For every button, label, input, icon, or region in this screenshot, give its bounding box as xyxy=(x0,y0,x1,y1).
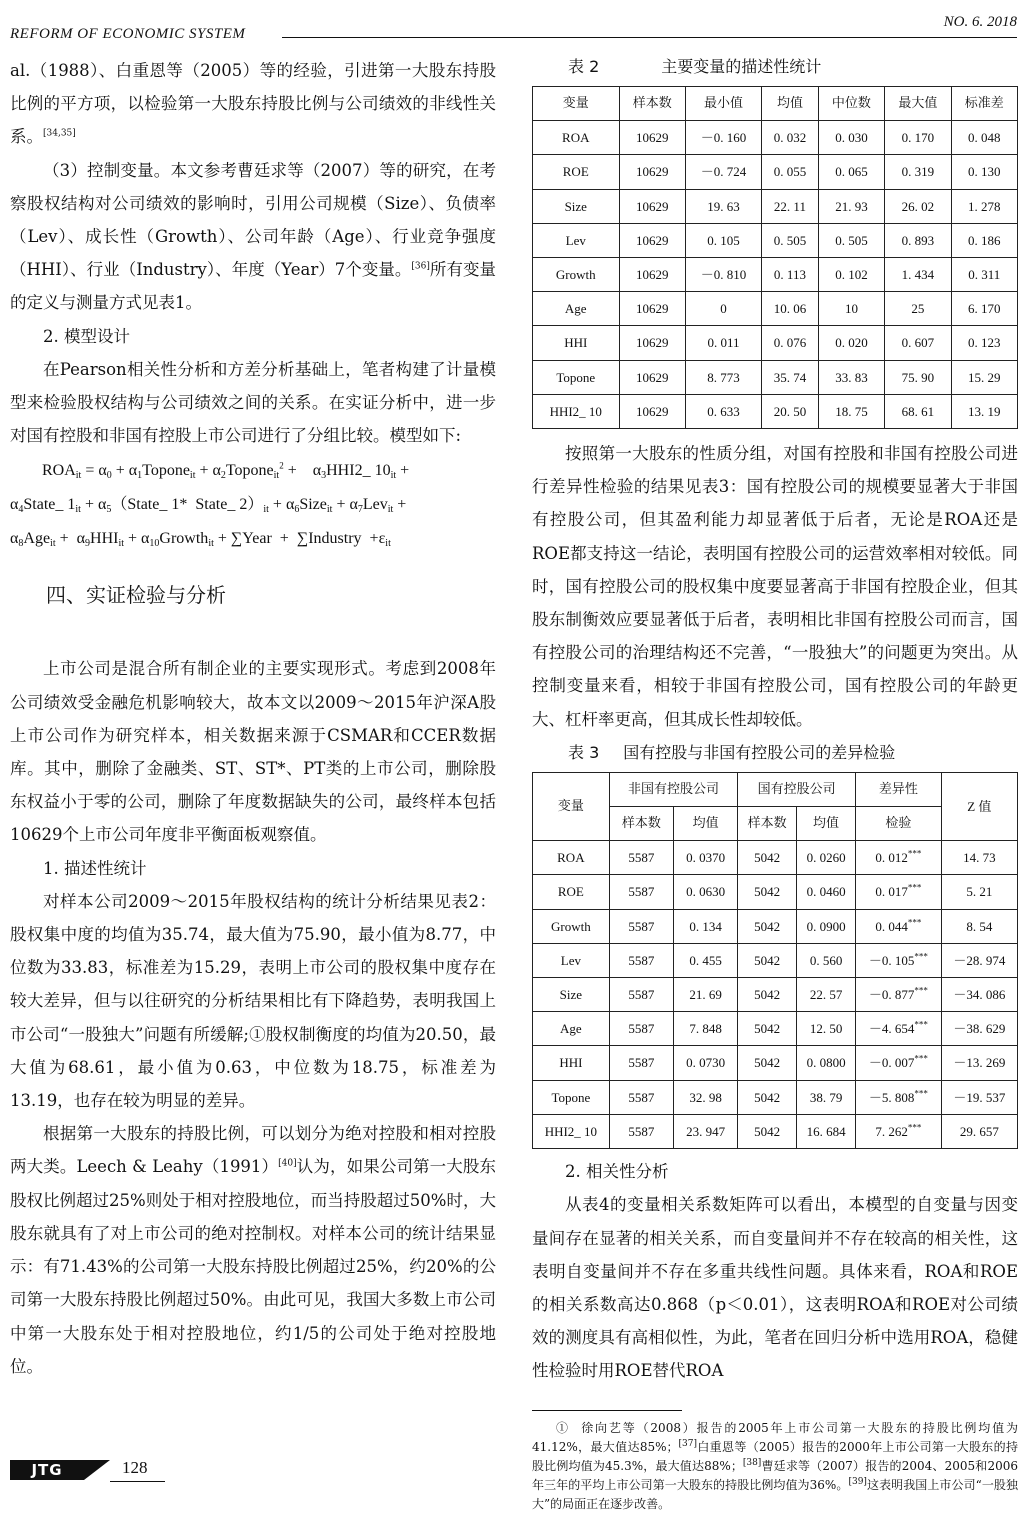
column-header: 标准差 xyxy=(951,87,1017,121)
significance-mark: *** xyxy=(907,1122,922,1133)
paragraph: 对样本公司2009～2015年股权结构的统计分析结果见表2：股权集中度的均值为35.74，最大值为75.90，最小值为8.77，中位数为33.83，标准差为15.29，表明上市公司的股权集中度存在较大差异，但与以往研究的分析结果相比有下降趋势，表明我国上市公司“一股独大”问题有所缓解;①股权制衡度的均值为20.50，最大值为68.61，最小值为0.63，中位数为18.75，标准差为13.19，也存在较为明显的差异。 xyxy=(10,891,496,1111)
table-cell: 0. 065 xyxy=(818,155,884,189)
table-2-descriptive-stats xyxy=(532,86,1018,429)
table-cell: 0. 044*** xyxy=(856,909,942,943)
table-row xyxy=(533,292,1018,326)
table-cell: －0. 877*** xyxy=(856,978,942,1012)
table-cell: 35. 74 xyxy=(762,360,819,394)
row-label: HHI2_ 10 xyxy=(533,1114,610,1148)
significance-mark: *** xyxy=(907,883,922,894)
table-cell: 5587 xyxy=(609,978,673,1012)
column-header: 检验 xyxy=(856,807,942,841)
table-cell: 0. 130 xyxy=(951,155,1017,189)
table-row xyxy=(533,909,1018,943)
paragraph: 从表4的变量相关系数矩阵可以看出，本模型的自变量与因变量间存在显著的相关关系，而自变量间并不存在较高的相关性，这表明自变量间并不存在多重共线性问题。具体来看，ROA和ROE的相关系数高达0.868（p＜0.01），这表明ROA和ROE对公司绩效的测度具有高相似性，为此，笔者在回归分析中选用ROA，稳健性检验时用ROE替代ROA xyxy=(532,1195,1018,1381)
table-cell: 12. 50 xyxy=(797,1012,856,1046)
table-cell: 10. 06 xyxy=(762,292,819,326)
table-cell: 26. 02 xyxy=(885,189,951,223)
table-cell: 0. 633 xyxy=(685,394,761,428)
significance-mark: *** xyxy=(914,1054,928,1065)
column-header: 国有控股公司 xyxy=(738,772,856,806)
column-header: 差异性 xyxy=(856,772,942,806)
table3-body xyxy=(533,841,1018,1149)
row-label: Lev xyxy=(533,943,610,977)
table-cell: 0. 186 xyxy=(951,223,1017,257)
table-cell: 0. 0630 xyxy=(674,875,738,909)
table-cell: －0. 160 xyxy=(685,121,761,155)
table-cell: 23. 947 xyxy=(674,1114,738,1148)
table-cell: －0. 724 xyxy=(685,155,761,189)
table-cell: 0. 0800 xyxy=(797,1046,856,1080)
table-cell: 0. 0460 xyxy=(797,875,856,909)
column-header: 样本数 xyxy=(619,87,685,121)
table-cell: －34. 086 xyxy=(941,978,1017,1012)
table-row xyxy=(533,189,1018,223)
table-cell: －0. 105*** xyxy=(856,943,942,977)
table-cell: 5042 xyxy=(738,1012,797,1046)
table-row xyxy=(533,121,1018,155)
table-cell: 5587 xyxy=(609,841,673,875)
table-cell: 0. 0260 xyxy=(797,841,856,875)
table-cell: 32. 98 xyxy=(674,1080,738,1114)
page-number: 128 xyxy=(122,1458,148,1477)
row-label: ROA xyxy=(533,121,620,155)
table-row xyxy=(533,943,1018,977)
column-header: 样本数 xyxy=(609,807,673,841)
table-cell: 21. 69 xyxy=(674,978,738,1012)
table-cell: 0. 607 xyxy=(885,326,951,360)
table-cell: 13. 19 xyxy=(951,394,1017,428)
table-cell: 0. 311 xyxy=(951,258,1017,292)
table2-body xyxy=(533,121,1018,429)
table-cell: 10629 xyxy=(619,292,685,326)
table-cell: 5587 xyxy=(609,1012,673,1046)
table-cell: 5042 xyxy=(738,1080,797,1114)
journal-title: REFORM OF ECONOMIC SYSTEM xyxy=(10,26,246,42)
column-header: 变量 xyxy=(533,87,620,121)
table-cell: －0. 007*** xyxy=(856,1046,942,1080)
table-cell: 5042 xyxy=(738,1046,797,1080)
footer-rule xyxy=(110,1481,165,1482)
page-footer xyxy=(10,1458,150,1482)
table-cell: 0. 048 xyxy=(951,121,1017,155)
table-cell: 0. 0900 xyxy=(797,909,856,943)
row-label: Age xyxy=(533,1012,610,1046)
table-cell: 14. 73 xyxy=(941,841,1017,875)
column-header: 样本数 xyxy=(738,807,797,841)
table-cell: 0. 505 xyxy=(818,223,884,257)
table-cell: 0. 055 xyxy=(762,155,819,189)
row-label: HHI xyxy=(533,326,620,360)
row-label: Topone xyxy=(533,360,620,394)
subsection-heading: 2. 模型设计 xyxy=(43,326,130,346)
table-row xyxy=(533,1012,1018,1046)
table-cell: 0. 102 xyxy=(818,258,884,292)
table-cell: 0. 0370 xyxy=(674,841,738,875)
table-cell: 22. 11 xyxy=(762,189,819,223)
subsection-heading: 2. 相关性分析 xyxy=(565,1162,669,1182)
table-cell: 0. 455 xyxy=(674,943,738,977)
table-cell: 10 xyxy=(818,292,884,326)
table-row xyxy=(533,1046,1018,1080)
table-cell: 7. 262*** xyxy=(856,1114,942,1148)
table-cell: －0. 810 xyxy=(685,258,761,292)
table-cell: 5042 xyxy=(738,909,797,943)
table-row xyxy=(533,841,1018,875)
table3-caption: 表 3 国有控股与非国有控股公司的差异检验 xyxy=(568,742,896,762)
table-cell: －28. 974 xyxy=(941,943,1017,977)
table-cell: －4. 654*** xyxy=(856,1012,942,1046)
row-label: Lev xyxy=(533,223,620,257)
column-header: 最小值 xyxy=(685,87,761,121)
paragraph: 按照第一大股东的性质分组，对国有控股和非国有控股公司进行差异性检验的结果见表3：国有控股公司的规模要显著大于非国有控股公司，但其盈利能力却显著低于后者，无论是ROA还是ROE都支持这一结论，表明国有控股公司的运营效率相对较低。同时，国有控股公司的股权集中度要显著高于非国有控股企业，但其股东制衡效应要显著低于后者，表明相比非国有控股公司而言，国有控股公司的治理结构还不完善，“一股独大”的问题更为突出。从控制变量来看，相较于非国有控股公司，国有控股公司的年龄更大、杠杆率更高，但其成长性却较低。 xyxy=(532,444,1018,729)
table-cell: －19. 537 xyxy=(941,1080,1017,1114)
row-label: Topone xyxy=(533,1080,610,1114)
table-cell: 18. 75 xyxy=(818,394,884,428)
table-cell: 8. 54 xyxy=(941,909,1017,943)
table-row xyxy=(533,875,1018,909)
table2-caption: 表 2 主要变量的描述性统计 xyxy=(568,57,822,76)
table-cell: 5042 xyxy=(738,943,797,977)
significance-mark: *** xyxy=(907,917,922,928)
table-cell: 10629 xyxy=(619,326,685,360)
table-cell: 1. 278 xyxy=(951,189,1017,223)
table-cell: 29. 657 xyxy=(941,1114,1017,1148)
table-cell: 0. 893 xyxy=(885,223,951,257)
table-cell: 75. 90 xyxy=(885,360,951,394)
table-cell: 0. 134 xyxy=(674,909,738,943)
table-cell: 1. 434 xyxy=(885,258,951,292)
table-cell: 0. 017*** xyxy=(856,875,942,909)
citation: [36] xyxy=(411,261,430,272)
subsection-heading: 1. 描述性统计 xyxy=(43,858,147,878)
paragraph: 根据第一大股东的持股比例，可以划分为绝对控股和相对控股两大类。Leech & Leahy（1991）[40]认为，如果公司第一大股东股权比例超过25%则处于相对控股地位，而当持股超过50%时，大股东就具有了对上市公司的绝对控制权。对样本公司的统计结果显示：有71.43%的公司第一大股东持股比例超过25%，约20%的公司第一大股东持股比例超过50%。由此可见，我国大多数上市公司中第一大股东处于相对控股地位，约1/5的公司处于绝对控股地位。 xyxy=(10,1124,497,1376)
column-header: 中位数 xyxy=(818,87,884,121)
table-cell: 10629 xyxy=(619,155,685,189)
table-cell: 5587 xyxy=(609,943,673,977)
table-cell: 10629 xyxy=(619,121,685,155)
column-header: 均值 xyxy=(674,807,738,841)
row-label: ROA xyxy=(533,841,610,875)
row-label: HHI2_ 10 xyxy=(533,394,620,428)
table-cell: 20. 50 xyxy=(762,394,819,428)
table-cell: 5042 xyxy=(738,875,797,909)
table-cell: －38. 629 xyxy=(941,1012,1017,1046)
column-header: 变量 xyxy=(533,772,610,840)
citation: [40] xyxy=(278,1158,297,1169)
table-cell: －5. 808*** xyxy=(856,1080,942,1114)
significance-mark: *** xyxy=(907,848,922,859)
table-cell: 0. 123 xyxy=(951,326,1017,360)
table-cell: 25 xyxy=(885,292,951,326)
column-header: 最大值 xyxy=(885,87,951,121)
row-label: Growth xyxy=(533,258,620,292)
table-cell: 5042 xyxy=(738,978,797,1012)
left-column xyxy=(10,54,496,1383)
table-cell: 19. 63 xyxy=(685,189,761,223)
table-cell: 21. 93 xyxy=(818,189,884,223)
table-cell: 0. 020 xyxy=(818,326,884,360)
table-cell: 7. 848 xyxy=(674,1012,738,1046)
table-row xyxy=(533,360,1018,394)
table-row xyxy=(533,223,1018,257)
significance-mark: *** xyxy=(914,985,928,996)
table-cell: 0. 105 xyxy=(685,223,761,257)
significance-mark: *** xyxy=(914,1088,928,1099)
significance-mark: *** xyxy=(914,951,928,962)
row-label: Growth xyxy=(533,909,610,943)
row-label: HHI xyxy=(533,1046,610,1080)
table-row xyxy=(533,326,1018,360)
table-cell: 0. 170 xyxy=(885,121,951,155)
row-label: Size xyxy=(533,189,620,223)
table-cell: 10629 xyxy=(619,223,685,257)
table-cell: 5. 21 xyxy=(941,875,1017,909)
table-cell: 15. 29 xyxy=(951,360,1017,394)
table-cell: 5587 xyxy=(609,1080,673,1114)
row-label: ROE xyxy=(533,155,620,189)
table-cell: 0. 030 xyxy=(818,121,884,155)
table-cell: 0. 319 xyxy=(885,155,951,189)
table-row xyxy=(533,394,1018,428)
table-cell: 0. 505 xyxy=(762,223,819,257)
table-cell: 5587 xyxy=(609,909,673,943)
row-label: Size xyxy=(533,978,610,1012)
table-cell: －13. 269 xyxy=(941,1046,1017,1080)
table-cell: 5042 xyxy=(738,841,797,875)
significance-mark: *** xyxy=(914,1019,928,1030)
footnote: ① 徐向艺等（2008）报告的2005年上市公司第一大股东的持股比例均值为41.12%，最大值达85%；[37]白重恩等（2005）报告的2000年上市公司第一大股东的持股比例均值为45.3%，最大值达88%；[38]曹廷求等（2007）报告的2004、2005和2006年三年的平均上市公司第一大股东的持股比例均值为36%。[39]这表明我国上市公司“一股独大”的局面正在逐步改善。 xyxy=(532,1420,1018,1511)
footnote-rule xyxy=(532,1410,682,1411)
table-cell: 8. 773 xyxy=(685,360,761,394)
table-cell: 6. 170 xyxy=(951,292,1017,326)
column-header: 非国有控股公司 xyxy=(609,772,737,806)
table-cell: 0 xyxy=(685,292,761,326)
paragraph: （3）控制变量。本文参考曹廷求等（2007）等的研究，在考察股权结构对公司绩效的影响时，引用公司规模（Size）、负债率（Lev）、成长性（Growth）、公司年龄（Age）、行业竞争强度（HHI）、行业（Industry）、年度（Year）7个变量。[36]所有变量的定义与测量方式见表1。 xyxy=(10,160,496,313)
paragraph: al.（1988）、白重恩等（2005）等的经验，引进第一大股东持股比例的平方项，以检验第一大股东持股比例与公司绩效的非线性关系。[34,35] xyxy=(10,61,496,147)
table-cell: 16. 684 xyxy=(797,1114,856,1148)
row-label: Age xyxy=(533,292,620,326)
citation: [34,35] xyxy=(43,128,76,139)
table-cell: 0. 032 xyxy=(762,121,819,155)
table-cell: 5042 xyxy=(738,1114,797,1148)
table-cell: 0. 0730 xyxy=(674,1046,738,1080)
table-cell: 0. 113 xyxy=(762,258,819,292)
table-cell: 10629 xyxy=(619,394,685,428)
table-3-difference-test xyxy=(532,772,1018,1149)
table-cell: 10629 xyxy=(619,360,685,394)
table-cell: 0. 076 xyxy=(762,326,819,360)
table-cell: 10629 xyxy=(619,258,685,292)
table-cell: 5587 xyxy=(609,1114,673,1148)
table-cell: 0. 012*** xyxy=(856,841,942,875)
row-label: ROE xyxy=(533,875,610,909)
table-cell: 0. 011 xyxy=(685,326,761,360)
table-cell: 0. 560 xyxy=(797,943,856,977)
journal-logo: JTG xyxy=(10,1460,84,1480)
table-row xyxy=(533,978,1018,1012)
header-rule xyxy=(282,37,1017,38)
table-cell: 22. 57 xyxy=(797,978,856,1012)
table-row xyxy=(533,155,1018,189)
table-row xyxy=(533,1080,1018,1114)
logo-decoration xyxy=(84,1460,110,1480)
right-column xyxy=(532,52,1018,1514)
table-cell: 5587 xyxy=(609,875,673,909)
column-header: 均值 xyxy=(762,87,819,121)
table-cell: 5587 xyxy=(609,1046,673,1080)
paragraph: 上市公司是混合所有制企业的主要实现形式。考虑到2008年公司绩效受金融危机影响较大，故本文以2009～2015年沪深A股上市公司作为研究样本，相关数据来源于CSMAR和CCER数据库。其中，删除了金融类、ST、ST*、PT类的上市公司，删除股东权益小于零的公司，删除了年度数据缺失的公司，最终样本包括10629个上市公司年度非平衡面板观察值。 xyxy=(10,659,496,845)
table-cell: 10629 xyxy=(619,189,685,223)
table-cell: 38. 79 xyxy=(797,1080,856,1114)
issue-number: NO. 6. 2018 xyxy=(943,14,1017,30)
model-equation: $ROA_{it} = \alpha_0$ + $\alpha_1Topone_{it}$ + $\alpha_2Topone_{it}^2$ + $\alpha_3HHI2\_$ $10_{it}$ + $\alpha_4State\_$ $1_{it}$ + $\alpha_5(State\_$ 1* State_ $2)_{it}$ + $\alpha_6Size_{it} + \alpha_7Lev_{it}$ + $\alpha_8Age_{it} + \alpha_9HHI_{it}$ + $\alpha_{10}Growth_{it}$ + ∑Year + ∑Industry $+\varepsilon_{it}$ xyxy=(10,461,410,550)
column-header: Z 值 xyxy=(941,772,1017,840)
paragraph: 在Pearson相关性分析和方差分析基础上，笔者构建了计量模型来检验股权结构与公司绩效之间的关系。在实证分析中，进一步对国有控股和非国有控股上市公司进行了分组比较。模型如下: xyxy=(10,359,496,446)
table-cell: 68. 61 xyxy=(885,394,951,428)
table-row xyxy=(533,258,1018,292)
column-header: 均值 xyxy=(797,807,856,841)
table-row xyxy=(533,1114,1018,1148)
section-heading: 四、实证检验与分析 xyxy=(46,583,226,608)
table-cell: 33. 83 xyxy=(818,360,884,394)
